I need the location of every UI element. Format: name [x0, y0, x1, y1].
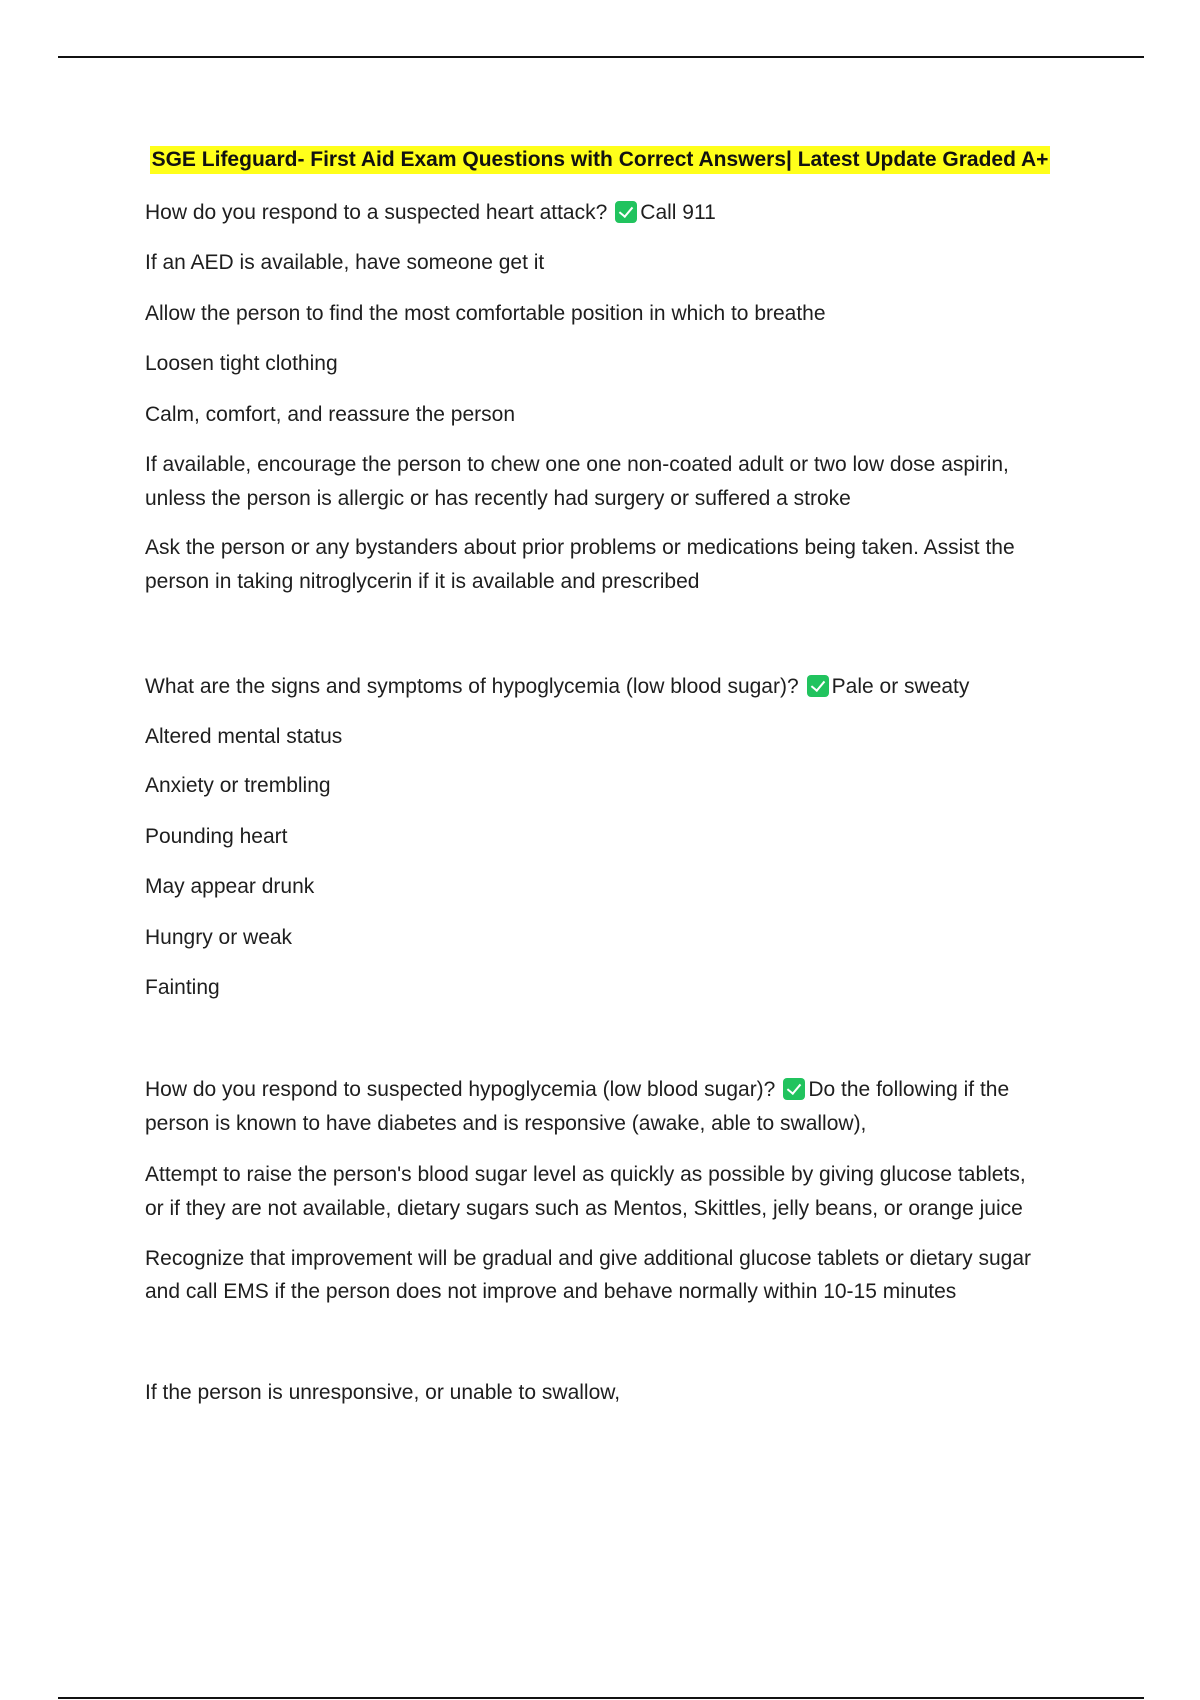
answer-line: person is known to have diabetes and is responsive (awake, able to swallow),: [145, 1112, 867, 1135]
question-1: [145, 196, 1095, 230]
question-3-text: How do you respond to suspected hypoglycemia (low blood sugar)?: [145, 1078, 776, 1101]
answer-line: Pounding heart: [145, 825, 288, 848]
bottom-rule: [58, 1697, 1144, 1699]
answer-line: Hungry or weak: [145, 926, 293, 949]
answer-line: Attempt to raise the person's blood sugar level as quickly as possible by giving glucose tablets,: [145, 1163, 1026, 1186]
question-2-text: What are the signs and symptoms of hypoglycemia (low blood sugar)?: [145, 675, 799, 698]
answer-line: Ask the person or any bystanders about prior problems or medications being taken. Assist the: [145, 536, 1015, 559]
answer-line: If an AED is available, have someone get it: [145, 251, 545, 274]
answer-line: Calm, comfort, and reassure the person: [145, 403, 516, 426]
answer-line: If available, encourage the person to chew one one non-coated adult or two low dose aspirin,: [145, 453, 1009, 476]
answer-line: and call EMS if the person does not improve and behave normally within 10-15 minutes: [145, 1280, 957, 1303]
question-2-answer: Pale or sweaty: [831, 675, 970, 698]
top-rule: [58, 56, 1144, 58]
question-2: [145, 670, 1095, 704]
checkmark-icon: [615, 201, 637, 223]
answer-line: If the person is unresponsive, or unable to swallow,: [145, 1381, 621, 1404]
question-1-answer: Call 911: [640, 201, 716, 224]
answer-line: or if they are not available, dietary sugars such as Mentos, Skittles, jelly beans, or orange juice: [145, 1197, 1023, 1220]
answer-line: Loosen tight clothing: [145, 352, 338, 375]
question-1-text: How do you respond to a suspected heart attack?: [145, 201, 608, 224]
answer-line: Anxiety or trembling: [145, 774, 331, 797]
question-3-answer: Do the following if the: [808, 1078, 1010, 1101]
document-title: SGE Lifeguard- First Aid Exam Questions with Correct Answers| Latest Update Graded A+: [150, 146, 1051, 174]
checkmark-icon: [807, 675, 829, 697]
answer-line: Altered mental status: [145, 725, 343, 748]
title-container: [0, 146, 1200, 174]
checkmark-icon: [783, 1078, 805, 1100]
answer-line: Recognize that improvement will be gradual and give additional glucose tablets or dietary sugar: [145, 1247, 1032, 1270]
answer-line: Fainting: [145, 976, 220, 999]
answer-line: unless the person is allergic or has recently had surgery or suffered a stroke: [145, 487, 851, 510]
answer-line: Allow the person to find the most comfortable position in which to breathe: [145, 302, 826, 325]
answer-line: May appear drunk: [145, 875, 315, 898]
question-3: [145, 1073, 1095, 1107]
answer-line: person in taking nitroglycerin if it is available and prescribed: [145, 570, 700, 593]
